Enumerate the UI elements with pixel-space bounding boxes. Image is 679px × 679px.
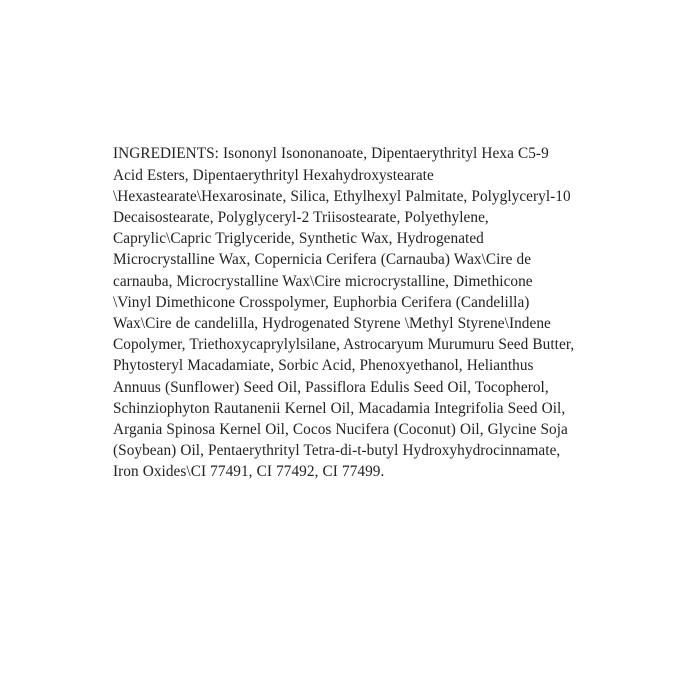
ingredients-list-text: INGREDIENTS: Isononyl Isononanoate, Dipentaerythrityl Hexa C5-9 Acid Esters, Dipentaerythrityl Hexahydroxystearate \Hexastearate\Hexarosinate, Silica, Ethylhexyl Palmitate, Polyglyceryl-10 Decaisostearate, Polyglyceryl-2 Triisostearate, Polyethylene, Caprylic\Capric Triglyceride, Synthetic Wax, Hydrogenated Microcrystalline Wax, Copernicia Cerifera (Carnauba) Wax\Cire de carnauba, Microcrystalline Wax\Cire microcrystalline, Dimethicone \Vinyl Dimethicone Crosspolymer, Euphorbia Cerifera (Candelilla) Wax\Cire de candelilla, Hydrogenated Styrene \Methyl Styrene\Indene Copolymer, Triethoxycaprylylsilane, Astrocaryum Murumuru Seed Butter, Phytosteryl Macadamiate, Sorbic Acid, Phenoxyethanol, Helianthus Annuus (Sunflower) Seed Oil, Passiflora Edulis Seed Oil, Tocopherol, Schinziophyton Rautanenii Kernel Oil, Macadamia Integrifolia Seed Oil, Argania Spinosa Kernel Oil, Cocos Nucifera (Coconut) Oil, Glycine Soja (Soybean) Oil, Pentaerythrityl Tetra-di-t-butyl Hydroxyhydrocinnamate, Iron Oxides\CI 77491, CI 77492, CI 77499. bbox=[113, 145, 575, 481]
